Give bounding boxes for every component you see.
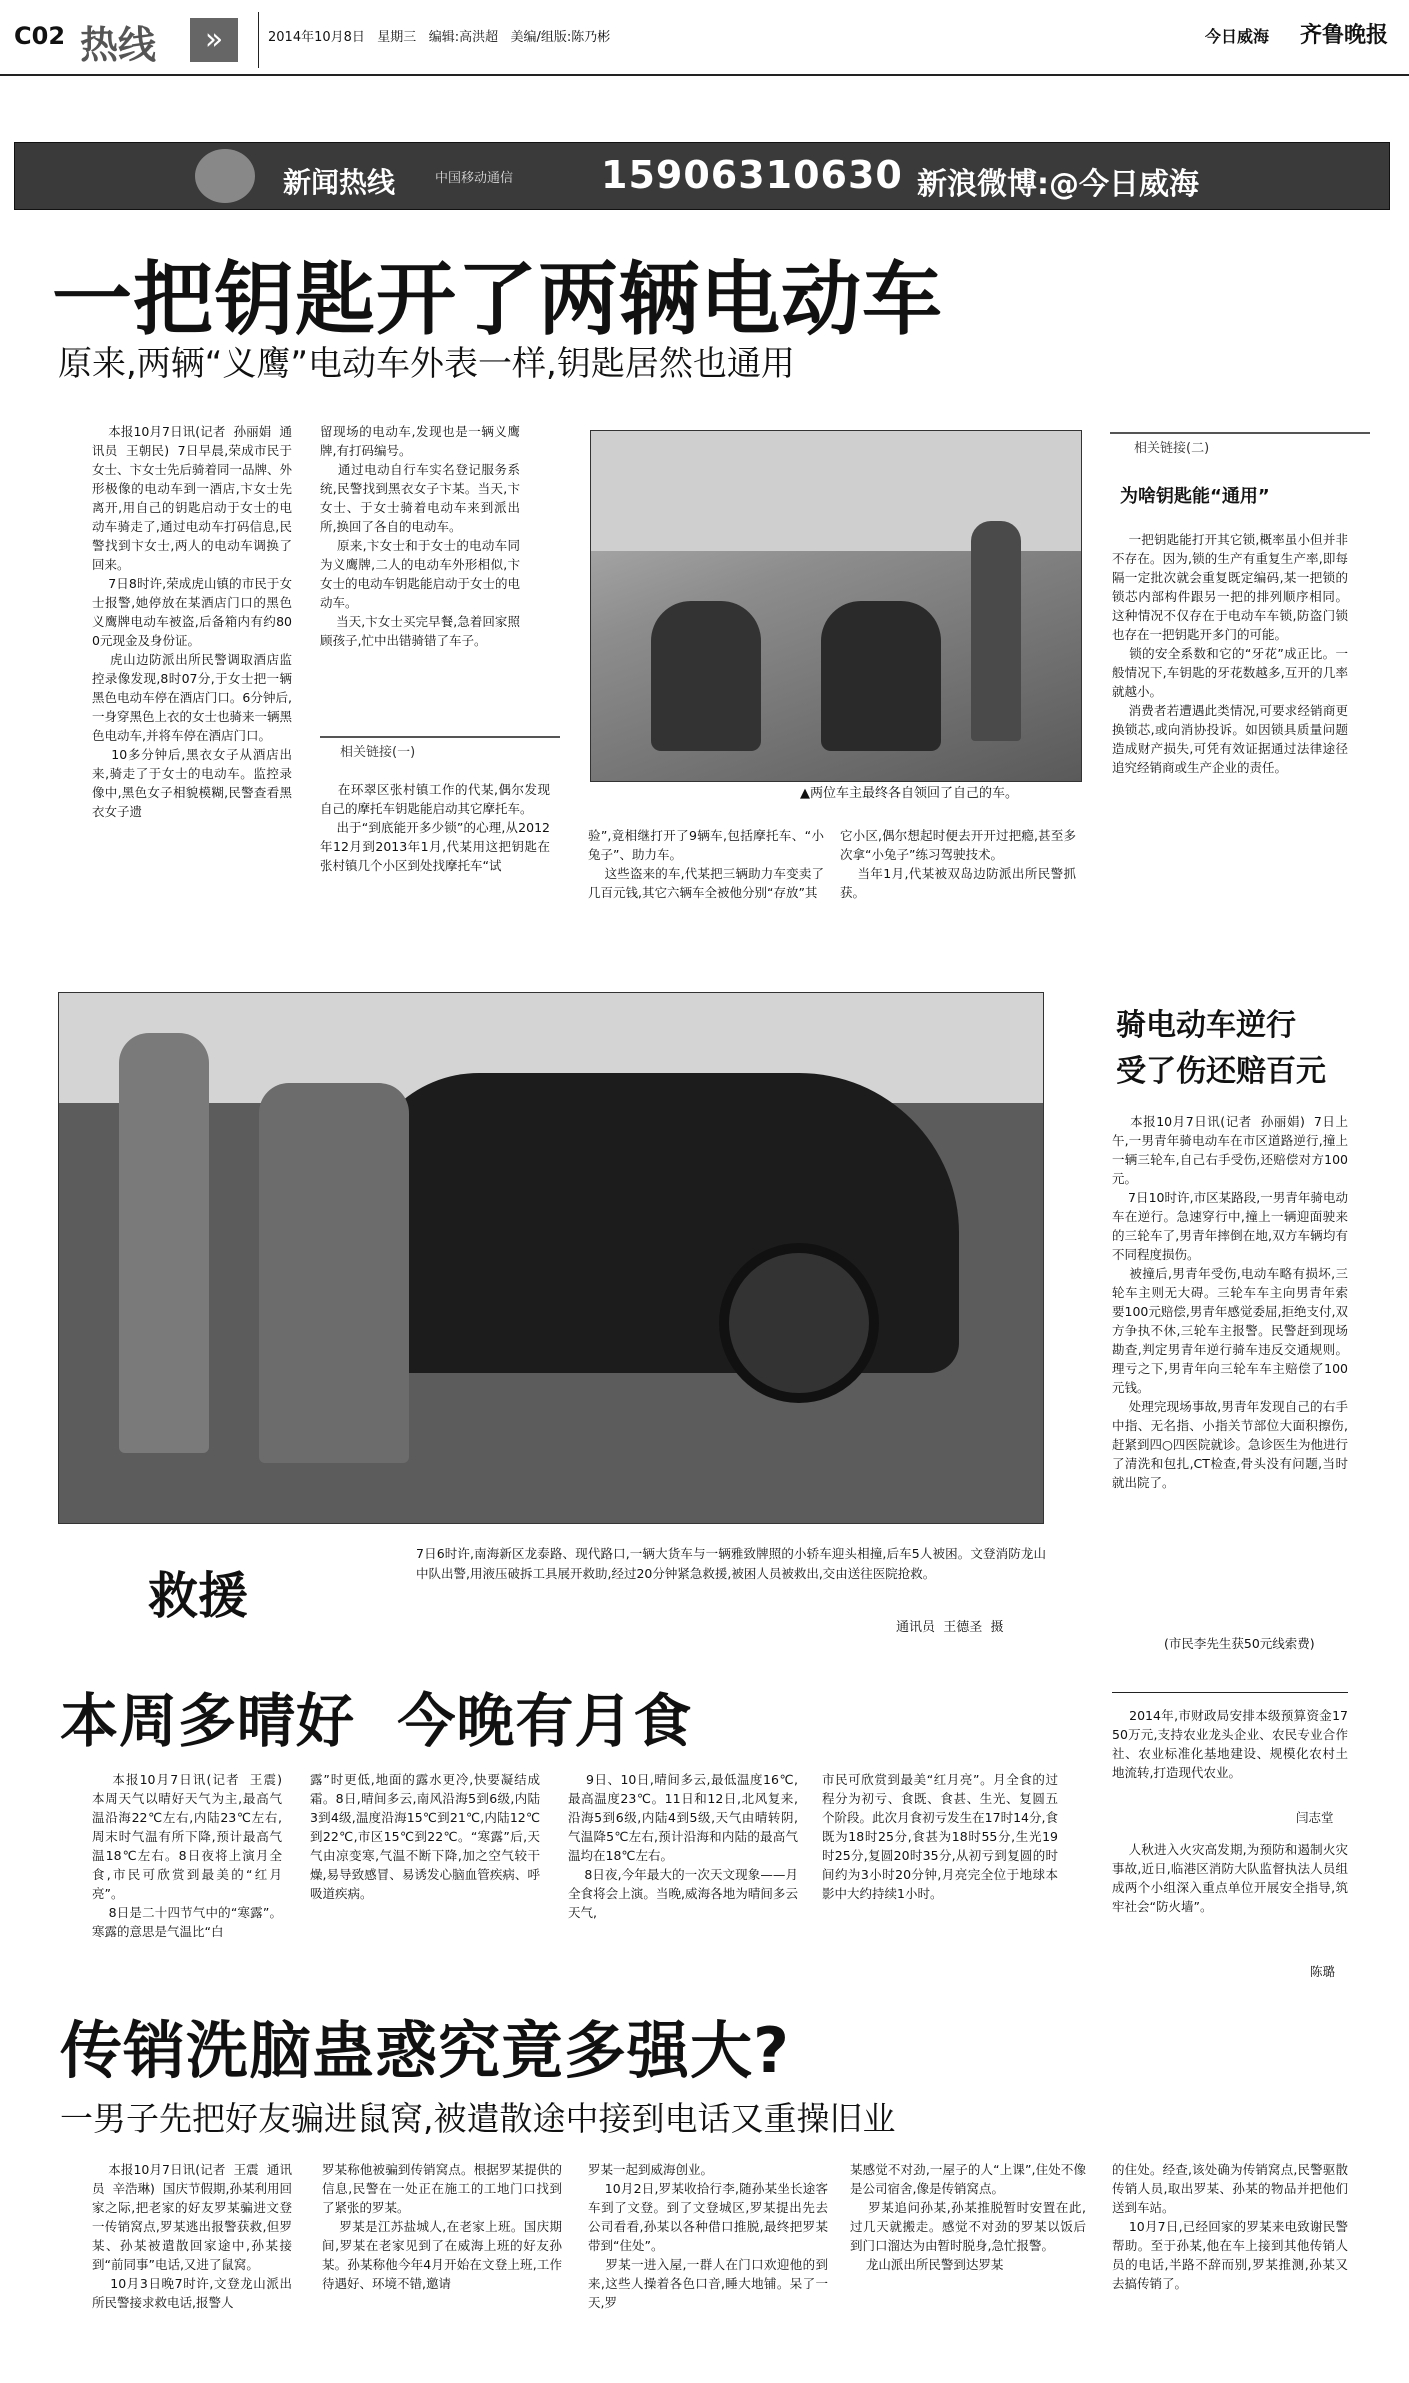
brief-1-author: 闫志堂 (1296, 1810, 1334, 1825)
related-link-2-box (1110, 432, 1370, 458)
briefs-rule (1112, 1692, 1348, 1693)
story1-col2: 留现场的电动车,发现也是一辆义鹰牌,有打码编号。 通过电动自行车实名登记服务系统,民警找到黑衣女子卞某。当天,卞女士、于女士骑着电动车来到派出所,换回了各自的电动车。 原来,卞女士和于女士的电动车同为义鹰牌,二人的电动车外形相似,卞女士的电动车钥匙能启动于女士的电动车。 当天,卞女士买完早餐,急着回家照顾孩子,忙中出错骑错了车子。 (320, 424, 521, 648)
brand-left: 今日威海 (1205, 27, 1270, 46)
story2-col1: 本报10月7日讯(记者 王震) 本周天气以晴好天气为主,最高气温沿海22℃左右,内陆23℃左右,周末时气温有所下降,预计最高气温18℃左右。8日夜将上演月全食,市民可欣赏到最美的“红月亮”。 8日是二十四节气中的“寒露”。寒露的意思是气温比“白 (92, 1772, 282, 1939)
masthead-divider (258, 12, 259, 68)
firefighter-1 (119, 1033, 209, 1453)
car-wheel (719, 1243, 879, 1403)
photo1-caption: ▲两位车主最终各自领回了自己的车。 (800, 786, 1018, 801)
weibo-handle: 新浪微博:@今日威海 (917, 167, 1199, 202)
story1-col3b: 验”,竟相继打开了9辆车,包括摩托车、“小兔子”、助力车。 这些盗来的车,代某把三辆助力车变卖了几百元钱,其它六辆车全被他分别“存放”其 (588, 828, 824, 900)
section-arrow-icon: » (190, 18, 238, 62)
rescue-title: 救援 (148, 1567, 248, 1625)
photo-rescue (58, 992, 1044, 1524)
related-link-1-label: 相关链接(一) (340, 745, 416, 760)
masthead-underline (0, 74, 1409, 76)
firefighter-2 (259, 1083, 409, 1463)
phoenix-logo-icon (195, 149, 255, 203)
brand-right: 齐鲁晚报 (1300, 22, 1389, 48)
brief-1: 2014年,市财政局安排本级预算资金1750万元,支持农业龙头企业、农民专业合作社、农业标准化基地建设、规模化农村土地流转,打造现代农业。 (1112, 1708, 1348, 1780)
headline-weather: 本周多晴好 今晚有月食 (60, 1687, 693, 1755)
page-number: C02 (14, 22, 66, 50)
side-headline-2: 受了伤还赔百元 (1116, 1054, 1326, 1089)
story3-col3: 罗某一起到威海创业。 10月2日,罗某收拾行李,随孙某坐长途客车到了文登。到了文登城区,罗某提出先去公司看看,孙某以各种借口推脱,最终把罗某带到“住处”。 罗某一进入屋,一群人在门口欢迎他的到来,这些人操着各色口音,睡大地铺。呆了一天,罗 (588, 2162, 828, 2310)
issue-info: 2014年10月8日 星期三 编辑:高洪超 美编/组版:陈乃彬 (268, 30, 611, 45)
related-link-2-text: 一把钥匙能打开其它锁,概率虽小但并非不存在。因为,锁的生产有重复生产率,即每隔一定批次就会重复既定编码,某一把锁的锁芯内部构件跟另一把的排列顺序相同。这种情况不仅存在于电动车车锁,防盗门锁也存在一把钥匙开多门的可能。 锁的安全系数和它的“牙花”成正比。一般情况下,车钥匙的牙花数越多,互开的几率就越小。 消费者若遭遇此类情况,可要求经销商更换锁芯,或向消协投诉。如因锁具质量问题造成财产损失,可凭有效证据通过法律途径追究经销商或生产企业的责任。 (1112, 532, 1348, 775)
story3-col2: 罗某称他被骗到传销窝点。根据罗某提供的信息,民警在一处正在施工的工地门口找到了紧张的罗某。 罗某是江苏盐城人,在老家上班。国庆期间,罗某在老家见到了在威海上班的好友孙某。孙某称他今年4月开始在文登上班,工作待遇好、环境不错,邀请 (322, 2162, 562, 2291)
photo-two-scooters (590, 430, 1082, 782)
story3-col4: 某感觉不对劲,一屋子的人“上课”,住处不像是公司宿舍,像是传销窝点。 罗某追问孙某,孙某推脱暂时安置在此,过几天就搬走。感觉不对劲的罗某以饭后到门口溜达为由暂时脱身,急忙报警。 龙山派出所民警到达罗某 (850, 2162, 1086, 2272)
story2-col4: 市民可欣赏到最美“红月亮”。月全食的过程分为初亏、食既、食甚、生光、复圆五个阶段。此次月食初亏发生在17时14分,食既为18时25分,食甚为18时55分,生光19时25分,复圆20时35分,从初亏到复圆的时间约为3小时20分钟,月亮完全位于地球本影中大约持续1小时。 (822, 1772, 1058, 1901)
hotline-phone: 15906310630 (601, 153, 903, 197)
story1-col4b: 它小区,偶尔想起时便去开开过把瘾,甚至多次拿“小兔子”练习驾驶技术。 当年1月,代某被双岛边防派出所民警抓获。 (840, 828, 1076, 900)
rescue-caption: 7日6时许,南海新区龙泰路、现代路口,一辆大货车与一辆雅致牌照的小轿车迎头相撞,后车5人被困。文登消防龙山中队出警,用液压破拆工具展开救助,经过20分钟紧急救援,被困人员被救出,交由送往医院抢救。 (416, 1546, 1046, 1581)
related-link-1-box (320, 736, 560, 762)
headline-pyramid-scheme: 传销洗脑蛊惑究竟多强大? (60, 2014, 790, 2087)
masthead (0, 0, 1409, 92)
carrier-logo: 中国移动通信 (435, 171, 514, 186)
brief-2-author: 陈璐 (1310, 1964, 1336, 1979)
story3-col1: 本报10月7日讯(记者 王震 通讯员 辛浩琳) 国庆节假期,孙某利用回家之际,把老家的好友罗某骗进文登一传销窝点,罗某逃出报警获救,但罗某、孙某被遣散回家途中,孙某接到“前同事”电话,又进了鼠窝。 10月3日晚7时许,文登龙山派出所民警接求救电话,报警人 (92, 2162, 292, 2310)
related-link-2-title: 为啥钥匙能“通用” (1120, 486, 1270, 507)
subhead-keys: 原来,两辆“义鹰”电动车外表一样,钥匙居然也通用 (58, 344, 795, 384)
person-figure (971, 521, 1021, 741)
subhead-pyramid-scheme: 一男子先把好友骗进鼠窝,被遣散途中接到电话又重操旧业 (60, 2099, 896, 2138)
section-title: 热线 (80, 23, 157, 67)
story3-col5: 的住处。经查,该处确为传销窝点,民警驱散传销人员,取出罗某、孙某的物品并把他们送到车站。 10月7日,已经回家的罗某来电致谢民警帮助。至于孙某,他在车上接到其他传销人员的电话,半路不辞而别,罗某推测,孙某又去搞传销了。 (1112, 2162, 1348, 2291)
brief-2: 人秋进入火灾高发期,为预防和遏制火灾事故,近日,临港区消防大队监督执法人员组成两个小组深入重点单位开展安全指导,筑牢社会“防火墙”。 (1112, 1842, 1348, 1914)
side-story-source: (市民李先生获50元线索费) (1164, 1636, 1315, 1651)
related-link-2-label: 相关链接(二) (1134, 441, 1210, 456)
scooter-left (651, 601, 761, 751)
scooter-right (821, 601, 941, 751)
side-story-text: 本报10月7日讯(记者 孙丽娟) 7日上午,一男青年骑电动车在市区道路逆行,撞上一辆三轮车,自己右手受伤,还赔偿对方100元。 7日10时许,市区某路段,一男青年骑电动车在逆行。急速穿行中,撞上一辆迎面驶来的三轮车了,男青年摔倒在地,双方车辆均有不同程度损伤。 被撞后,男青年受伤,电动车略有损坏,三轮车主则无大碍。三轮车车主向男青年索要100元赔偿,男青年感觉委屈,拒绝支付,双方争执不休,三轮车主报警。民警赶到现场勘查,判定男青年逆行骑车违反交通规则。理亏之下,男青年向三轮车车主赔偿了100元钱。 处理完现场事故,男青年发现自己的右手中指、无名指、小指关节部位大面积擦伤,赶紧到四○四医院就诊。急诊医生为他进行了清洗和包扎,CT检查,骨头没有问题,当时就出院了。 (1112, 1114, 1348, 1490)
story1-col1: 本报10月7日讯(记者 孙丽娟 通讯员 王朝民) 7日早晨,荣成市民于女士、卞女士先后骑着同一品牌、外形极像的电动车到一酒店,卞女士先离开,用自己的钥匙启动于女士的电动车骑走了,通过电动车打码信息,民警找到卞女士,两人的电动车调换了回来。 7日8时许,荣成虎山镇的市民于女士报警,她停放在某酒店门口的黑色义鹰牌电动车被盗,后备箱内有约800元现金及身份证。 虎山边防派出所民警调取酒店监控录像发现,8时07分,于女士把一辆黑色电动车停在酒店门口。6分钟后,一身穿黑色上衣的女士也骑来一辆黑色电动车,并将车停在酒店门口。 10多分钟后,黑衣女子从酒店出来,骑走了于女士的电动车。监控录像中,黑色女子相貌模糊,民警查看黑衣女子遗 (92, 424, 293, 819)
rescue-credit: 通讯员 王德圣 摄 (896, 1620, 1004, 1635)
related-link-1-text: 在环翠区张村镇工作的代某,偶尔发现自己的摩托车钥匙能启动其它摩托车。 出于“到底能开多少锁”的心理,从2012年12月到2013年1月,代某用这把钥匙在张村镇几个小区到处找摩托车“试 (320, 782, 550, 873)
story2-col2: 露”时更低,地面的露水更冷,快要凝结成霜。8日,晴间多云,南风沿海5到6级,内陆3到4级,温度沿海15℃到21℃,内陆12℃到22℃,市区15℃到22℃。“寒露”后,天气由凉变寒,气温不断下降,加之空气较干燥,易导致感冒、易诱发心脑血管疾病、呼吸道疾病。 (310, 1772, 540, 1901)
side-headline-1: 骑电动车逆行 (1116, 1008, 1296, 1043)
hotline-bar (14, 142, 1390, 210)
headline-keys: 一把钥匙开了两辆电动车 (52, 253, 943, 346)
story2-col3: 9日、10日,晴间多云,最低温度16℃,最高温度23℃。11日和12日,北风复来,沿海5到6级,内陆4到5级,天气由晴转阴,气温降5℃左右,预计沿海和内陆的最高气温均在18℃左右。 8日夜,今年最大的一次天文现象——月全食将会上演。当晚,威海各地为晴间多云天气, (568, 1772, 798, 1920)
hotline-label: 新闻热线 (283, 166, 396, 199)
